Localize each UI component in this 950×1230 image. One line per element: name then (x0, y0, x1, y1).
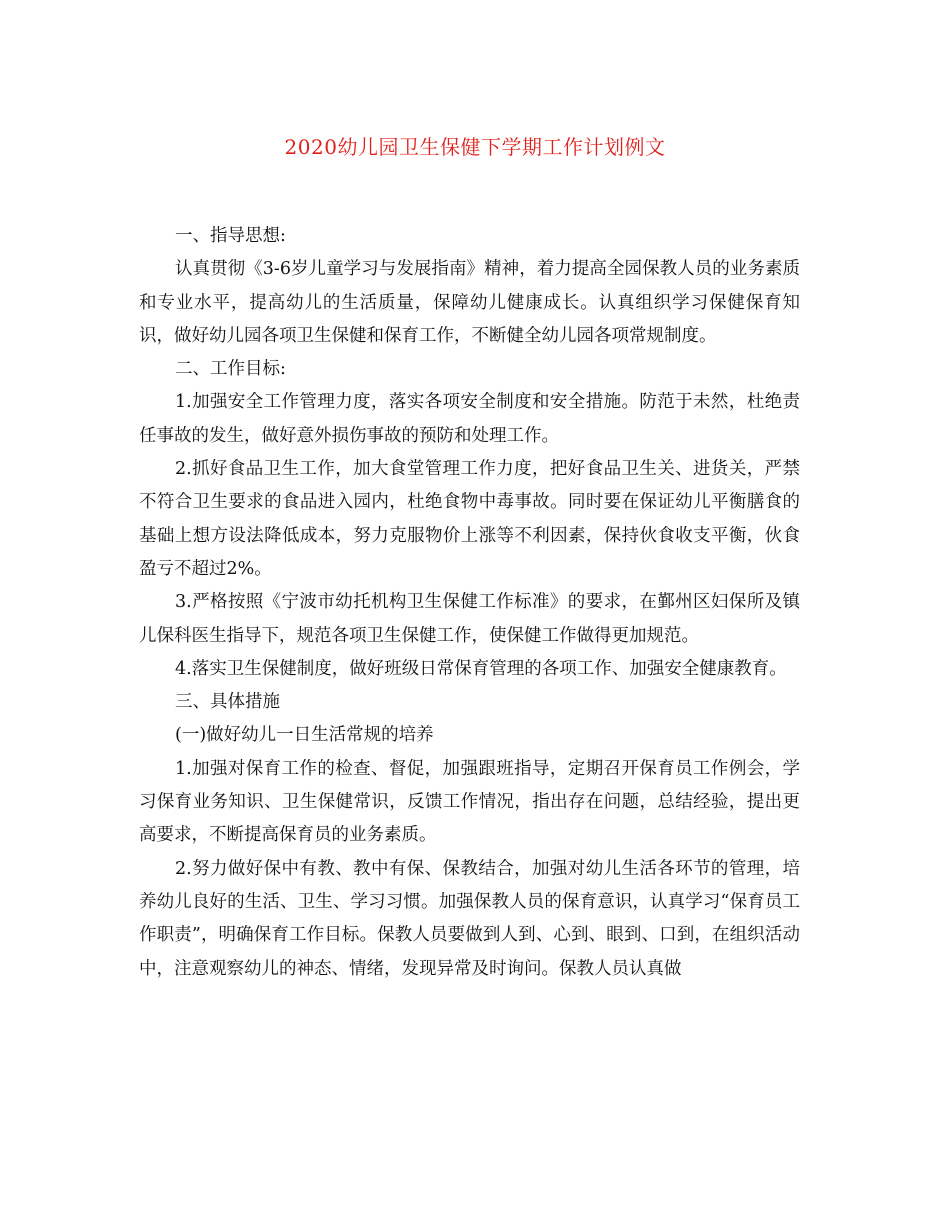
document-body (139, 220, 800, 986)
paragraph: 4.落实卫生保健制度，做好班级日常保育管理的各项工作、加强安全健康教育。 (175, 658, 787, 679)
paragraph: 1.加强安全工作管理力度，落实各项安全制度和安全措施。防范于未然，杜绝责任事故的发生，做好意外损伤事故的预防和处理工作。 (139, 392, 800, 446)
paragraph: 2.抓好食品卫生工作，加大食堂管理工作力度，把好食品卫生关、进货关，严禁不符合卫生要求的食品进入园内，杜绝食物中毒事故。同时要在保证幼儿平衡膳食的基础上想方设法降低成本，努力克服物价上涨等不利因素，保持伙食收支平衡，伙食盈亏不超过2%。 (139, 459, 800, 579)
document-title: 2020幼儿园卫生保健下学期工作计划例文 (284, 135, 666, 159)
paragraph: 1.加强对保育工作的检查、督促，加强跟班指导，定期召开保育员工作例会，学习保育业务知识、卫生保健常识，反馈工作情况，指出存在问题，总结经验，提出更高要求，不断提高保育员的业务素质。 (139, 758, 800, 846)
paragraph: 2.努力做好保中有教、教中有保、保教结合，加强对幼儿生活各环节的管理，培养幼儿良好的生活、卫生、学习习惯。加强保教人员的保育意识，认真学习“保育员工作职责”，明确保育工作目标。保教人员要做到人到、心到、眼到、口到，在组织活动中，注意观察幼儿的神态、情绪，发现异常及时询问。保教人员认真做 (139, 858, 800, 979)
section-heading-guiding-thought: 一、指导思想: (175, 226, 286, 246)
section-heading-measures: 三、具体措施 (175, 692, 280, 713)
paragraph: 认真贯彻《3-6岁儿童学习与发展指南》精神，着力提高全园保教人员的业务素质和专业水平，提高幼儿的生活质量，保障幼儿健康成长。认真组织学习保健保育知识，做好幼儿园各项卫生保健和保育工作，不断健全幼儿园各项常规制度。 (139, 259, 800, 346)
section-heading-work-goals: 二、工作目标: (175, 359, 286, 380)
subsection-heading: (一)做好幼儿一日生活常规的培养 (175, 725, 434, 746)
paragraph: 3.严格按照《宁波市幼托机构卫生保健工作标准》的要求，在鄞州区妇保所及镇儿保科医生指导下，规范各项卫生保健工作，使保健工作做得更加规范。 (139, 592, 800, 646)
